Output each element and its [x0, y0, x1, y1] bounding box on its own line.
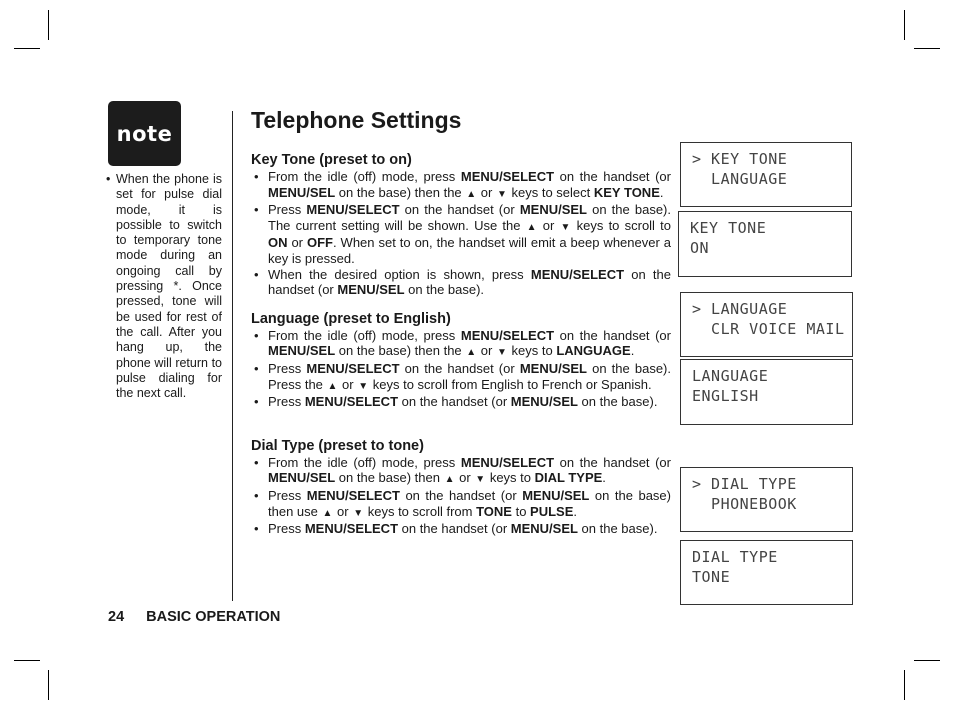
key-name: MENU/SEL	[268, 184, 336, 200]
crop-mark	[48, 670, 49, 700]
key-tone-section	[251, 152, 671, 298]
lcd-line: > KEY TONE	[692, 150, 788, 168]
down-arrow-icon: ▼	[353, 507, 364, 519]
page-footer	[108, 609, 280, 625]
key-name: MENU/SELECT	[460, 169, 555, 184]
text: on the handset (or	[554, 454, 671, 470]
text: .	[573, 503, 578, 519]
list-item	[251, 521, 671, 537]
lcd-screen-dial-type-setting	[680, 540, 853, 605]
dial-type-steps	[251, 455, 671, 537]
text: .	[602, 470, 606, 486]
list-item	[251, 267, 671, 298]
lcd-screen-dial-type-menu	[680, 467, 853, 532]
note-badge-label: note	[116, 121, 173, 146]
text: on the handset (or	[398, 394, 511, 410]
list-item	[251, 455, 671, 488]
text: on the base).	[404, 282, 485, 298]
lcd-screen-key-tone-menu	[680, 142, 852, 207]
lcd-line: > DIAL TYPE	[692, 475, 797, 493]
crop-mark	[48, 10, 49, 40]
key-name: MENU/SELECT	[460, 327, 555, 343]
text: or	[477, 343, 496, 359]
text: on the handset (or	[399, 487, 523, 503]
text: From the idle (off) mode, press	[268, 327, 461, 343]
page-title: Telephone Settings	[251, 107, 462, 133]
up-arrow-icon: ▲	[466, 188, 477, 200]
key-tone-steps	[251, 169, 671, 298]
up-arrow-icon: ▲	[322, 507, 333, 519]
key-name: MENU/SELECT	[306, 360, 400, 376]
crop-mark	[904, 10, 905, 40]
text: on the handset (or	[268, 266, 671, 298]
lcd-line: DIAL TYPE	[692, 548, 778, 566]
key-name: MENU/SEL	[510, 521, 578, 537]
down-arrow-icon: ▼	[496, 188, 507, 200]
key-name: MENU/SELECT	[306, 202, 400, 218]
key-name: LANGUAGE	[556, 343, 631, 359]
text: or	[333, 503, 353, 519]
down-arrow-icon: ▼	[560, 221, 571, 233]
lcd-line: > LANGUAGE	[692, 300, 788, 318]
crop-mark	[904, 670, 905, 700]
text: keys to scroll from	[364, 503, 477, 519]
crop-mark	[14, 48, 40, 49]
crop-mark	[14, 660, 40, 661]
up-arrow-icon: ▲	[466, 347, 477, 359]
note-bullet: •	[106, 172, 111, 186]
list-item	[251, 488, 671, 521]
text: on the handset (or	[554, 327, 671, 343]
main-content	[251, 104, 671, 537]
key-name: MENU/SEL	[519, 202, 587, 218]
key-name: PULSE	[530, 503, 574, 519]
text: From the idle (off) mode, press	[268, 454, 461, 470]
text: .	[630, 343, 635, 359]
list-item	[251, 394, 671, 410]
crop-mark	[914, 660, 940, 661]
lcd-line: LANGUAGE	[692, 170, 788, 188]
text: Press	[268, 521, 305, 537]
key-name: MENU/SELECT	[304, 521, 399, 537]
list-item	[251, 169, 671, 202]
dial-type-heading: Dial Type (preset to tone)	[251, 437, 424, 454]
list-item	[251, 202, 671, 266]
key-name: MENU/SEL	[519, 360, 587, 376]
text: on the handset (or	[398, 521, 511, 537]
lcd-line: ON	[690, 239, 710, 257]
key-name: MENU/SELECT	[304, 394, 399, 410]
key-name: MENU/SEL	[337, 282, 405, 298]
text: on the handset (or	[554, 169, 671, 184]
note-text	[106, 172, 222, 401]
text: keys to select	[507, 184, 594, 200]
text: Press	[268, 394, 305, 410]
text: on the base) then the	[335, 184, 466, 200]
text: on the handset (or	[399, 202, 520, 218]
key-name: MENU/SEL	[268, 343, 336, 359]
key-name: OFF	[306, 235, 333, 251]
text: When the desired option is shown, press	[268, 266, 531, 282]
key-tone-heading: Key Tone (preset to on)	[251, 152, 412, 168]
lcd-line: CLR VOICE MAIL	[692, 320, 845, 338]
down-arrow-icon: ▼	[358, 380, 369, 392]
text: on the base). The current setting will be shown. Use the	[268, 202, 672, 233]
note-badge	[108, 101, 181, 166]
text: Press	[268, 202, 307, 218]
key-name: MENU/SEL	[510, 394, 578, 410]
text: .	[659, 184, 664, 200]
text: keys to scroll to	[571, 217, 671, 233]
up-arrow-icon: ▲	[526, 221, 537, 233]
list-item	[251, 361, 671, 394]
text: on the base). Press the	[268, 360, 672, 392]
up-arrow-icon: ▲	[444, 474, 455, 486]
text: or	[287, 235, 307, 251]
page-number: 24	[108, 609, 125, 625]
language-steps	[251, 328, 671, 410]
text: Press	[268, 487, 307, 503]
column-divider	[232, 111, 233, 601]
list-item	[251, 328, 671, 361]
text: on the base) then the	[335, 343, 466, 359]
text: or	[338, 376, 358, 392]
key-name: MENU/SEL	[268, 470, 336, 486]
crop-mark	[914, 48, 940, 49]
text: on the base).	[577, 394, 658, 410]
text: or	[477, 184, 496, 200]
key-name: KEY TONE	[593, 184, 660, 200]
key-name: MENU/SELECT	[530, 266, 625, 282]
lcd-line: LANGUAGE	[692, 367, 769, 385]
text: keys to	[486, 470, 535, 486]
language-heading: Language (preset to English)	[251, 310, 451, 327]
lcd-screen-language-setting	[680, 359, 853, 425]
dial-type-section	[251, 438, 671, 537]
section-label: BASIC OPERATION	[146, 609, 281, 625]
text: Press	[268, 360, 307, 376]
text: on the base).	[577, 521, 658, 537]
up-arrow-icon: ▲	[327, 380, 338, 392]
text: to	[511, 503, 531, 519]
text: keys to	[507, 343, 557, 359]
lcd-screen-key-tone-setting	[678, 211, 852, 277]
text: keys to scroll from English to French or Spanish.	[369, 376, 652, 392]
text: From the idle (off) mode, press	[268, 169, 461, 184]
lcd-line: KEY TONE	[690, 219, 767, 237]
down-arrow-icon: ▼	[475, 474, 486, 486]
note-paragraph: When the phone is set for pulse dial mode, it is possible to switch to temporary tone mode during an ongoing call by pressing *. Once pressed, tone will be used for rest of the call. After you hang up, the phone will return to pulse dialing for the next call.	[116, 172, 222, 401]
lcd-line: ENGLISH	[692, 387, 759, 405]
key-name: TONE	[476, 503, 512, 519]
text: . When set to on, the handset will emit a beep whenever a key is pressed.	[268, 235, 671, 266]
text: on the handset (or	[399, 360, 520, 376]
key-name: MENU/SEL	[522, 487, 590, 503]
text: on the base) then	[335, 470, 444, 486]
down-arrow-icon: ▼	[496, 347, 507, 359]
key-name: ON	[268, 235, 288, 251]
key-name: MENU/SELECT	[306, 487, 400, 503]
key-name: MENU/SELECT	[460, 454, 555, 470]
language-section	[251, 311, 671, 410]
text: or	[455, 470, 475, 486]
text: or	[537, 217, 560, 233]
key-name: DIAL TYPE	[534, 470, 603, 486]
text: on the base) then use	[268, 487, 671, 519]
lcd-line: TONE	[692, 568, 731, 586]
lcd-screen-language-menu	[680, 292, 853, 357]
lcd-line: PHONEBOOK	[692, 495, 797, 513]
